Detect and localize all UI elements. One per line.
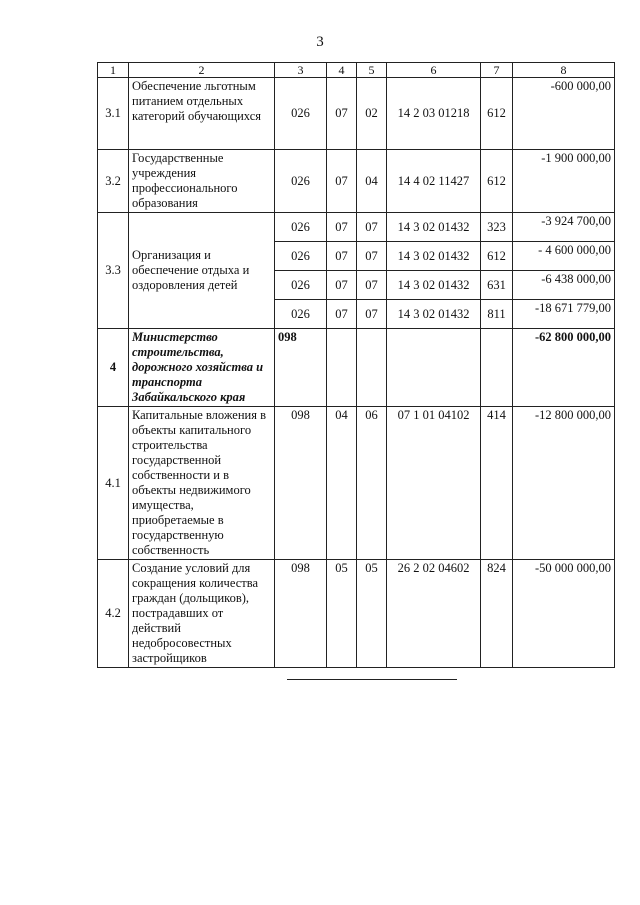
target-article-code: 26 2 02 04602 (387, 560, 481, 668)
row-description: Организация и обеспечение отдыха и оздоровления детей (129, 213, 275, 329)
chapter-code: 098 (275, 329, 327, 407)
amount: -18 671 779,00 (513, 300, 615, 329)
header-row (98, 63, 615, 78)
empty-cell (387, 329, 481, 407)
amount: -1 900 000,00 (513, 150, 615, 213)
row-number: 3.3 (98, 213, 129, 329)
table-row-3-3 (98, 213, 615, 242)
row-number: 4 (98, 329, 129, 407)
header-cell: 8 (513, 63, 615, 78)
section-code: 07 (327, 271, 357, 300)
separator-line (287, 679, 457, 680)
subsection-code: 07 (357, 242, 387, 271)
target-article-code: 14 3 02 01432 (387, 213, 481, 242)
row-number: 3.1 (98, 78, 129, 150)
subsection-code: 07 (357, 300, 387, 329)
chapter-code: 026 (275, 242, 327, 271)
chapter-code: 026 (275, 213, 327, 242)
expense-type-code: 631 (481, 271, 513, 300)
amount: -600 000,00 (513, 78, 615, 150)
row-number: 3.2 (98, 150, 129, 213)
section-code: 05 (327, 560, 357, 668)
subsection-code: 05 (357, 560, 387, 668)
target-article-code: 14 3 02 01432 (387, 300, 481, 329)
header-cell: 4 (327, 63, 357, 78)
row-number: 4.2 (98, 560, 129, 668)
expense-type-code: 811 (481, 300, 513, 329)
empty-cell (357, 329, 387, 407)
row-description: Государственные учреждения профессионального образования (129, 150, 275, 213)
table-row-3-2 (98, 150, 615, 213)
section-code: 07 (327, 213, 357, 242)
section-code: 07 (327, 242, 357, 271)
table-row-4-1 (98, 407, 615, 560)
header-cell: 6 (387, 63, 481, 78)
header-cell: 3 (275, 63, 327, 78)
section-code: 07 (327, 150, 357, 213)
amount: -62 800 000,00 (513, 329, 615, 407)
subsection-code: 07 (357, 271, 387, 300)
subsection-code: 07 (357, 213, 387, 242)
empty-cell (481, 329, 513, 407)
expense-type-code: 612 (481, 78, 513, 150)
amount: -12 800 000,00 (513, 407, 615, 560)
subsection-code: 04 (357, 150, 387, 213)
table-row-4 (98, 329, 615, 407)
chapter-code: 026 (275, 150, 327, 213)
header-cell: 5 (357, 63, 387, 78)
target-article-code: 14 4 02 11427 (387, 150, 481, 213)
table-row-3-1 (98, 78, 615, 150)
amount: - 4 600 000,00 (513, 242, 615, 271)
header-cell: 2 (129, 63, 275, 78)
row-description: Создание условий для сокращения количества граждан (дольщиков), пострадавших от действий недобросовестных застройщиков (129, 560, 275, 668)
section-code: 07 (327, 78, 357, 150)
header-cell: 1 (98, 63, 129, 78)
subsection-code: 02 (357, 78, 387, 150)
target-article-code: 07 1 01 04102 (387, 407, 481, 560)
empty-cell (327, 329, 357, 407)
chapter-code: 026 (275, 300, 327, 329)
amount: -6 438 000,00 (513, 271, 615, 300)
table-row-4-2 (98, 560, 615, 668)
amount: -50 000 000,00 (513, 560, 615, 668)
chapter-code: 098 (275, 560, 327, 668)
row-description: Министерство строительства, дорожного хозяйства и транспорта Забайкальского края (129, 329, 275, 407)
expense-type-code: 414 (481, 407, 513, 560)
section-code: 07 (327, 300, 357, 329)
target-article-code: 14 3 02 01432 (387, 271, 481, 300)
row-description: Обеспечение льготным питанием отдельных категорий обучающихся (129, 78, 275, 150)
expense-type-code: 612 (481, 150, 513, 213)
target-article-code: 14 3 02 01432 (387, 242, 481, 271)
chapter-code: 026 (275, 271, 327, 300)
chapter-code: 026 (275, 78, 327, 150)
expense-type-code: 323 (481, 213, 513, 242)
header-cell: 7 (481, 63, 513, 78)
row-description: Капитальные вложения в объекты капитального строительства государственной собственности и в объекты недвижимого имущества, приобретаемые в государственную собственность (129, 407, 275, 560)
chapter-code: 098 (275, 407, 327, 560)
expense-type-code: 824 (481, 560, 513, 668)
budget-table (97, 62, 615, 668)
amount: -3 924 700,00 (513, 213, 615, 242)
section-code: 04 (327, 407, 357, 560)
target-article-code: 14 2 03 01218 (387, 78, 481, 150)
expense-type-code: 612 (481, 242, 513, 271)
page-number: 3 (316, 34, 324, 50)
row-number: 4.1 (98, 407, 129, 560)
subsection-code: 06 (357, 407, 387, 560)
